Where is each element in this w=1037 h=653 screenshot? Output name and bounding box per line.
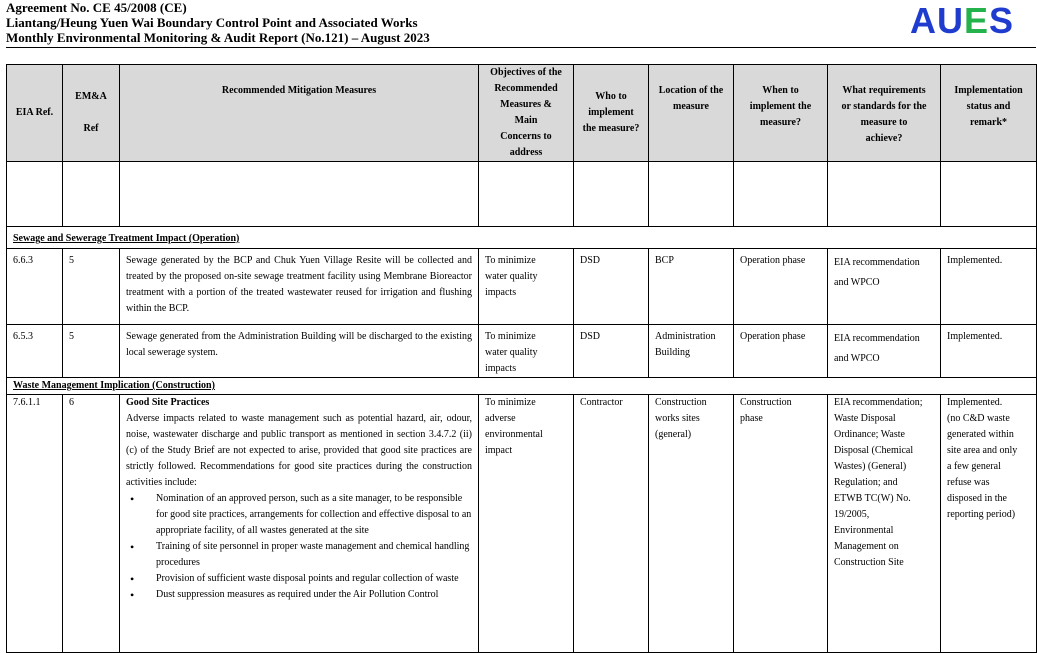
table-row <box>7 249 1037 325</box>
logo-letter: U <box>936 0 964 41</box>
good-site-practices-text: Adverse impacts related to waste management such as potential hazard, air, odour, noise, wastewater discharge and public transport as mentioned in section 3.4.7.2 (ii)(c) of the Study Brief are not expected to arise, provided that good site practices are strictly followed. Recommendations for good site practices during the construction activities include: <box>126 413 472 488</box>
cell-measures <box>120 395 479 653</box>
cell-requirements: EIA recommendation and WPCO <box>828 325 941 378</box>
cell-ema-ref: 5 <box>63 249 120 325</box>
header-measures: Recommended Mitigation Measures <box>120 65 479 162</box>
header-divider <box>6 47 1036 48</box>
cell-who: DSD <box>574 249 649 325</box>
logo-letter: A <box>909 0 937 41</box>
header-eia-ref: EIA Ref. <box>7 65 63 162</box>
cell-when: Operation phase <box>734 325 828 378</box>
cell-status: Implemented. (no C&D waste generated within site area and only a few general refuse was disposed in the reporting period) <box>941 395 1037 653</box>
report-header <box>6 0 1036 47</box>
cell-location: Administration Building <box>649 325 734 378</box>
cell-requirements: EIA recommendation; Waste Disposal Ordinance; Waste Disposal (Chemical Wastes) (General) Regulation; and ETWB TC(W) No. 19/2005, Environmental Management on Construction Site <box>828 395 941 653</box>
section-title-sewage: Sewage and Sewerage Treatment Impact (Operation) <box>7 227 1037 249</box>
report-title: Monthly Environmental Monitoring & Audit Report (No.121) – August 2023 <box>6 30 430 45</box>
cell-objectives: To minimize water quality impacts <box>479 325 574 378</box>
header-objectives: Objectives of the Recommended Measures & Main Concerns to address <box>479 65 574 162</box>
cell-objectives: To minimize adverse environmental impact <box>479 395 574 653</box>
section-row <box>7 378 1037 395</box>
cell-eia-ref: 7.6.1.1 <box>7 395 63 653</box>
cell-requirements: EIA recommendation and WPCO <box>828 249 941 325</box>
agreement-number: Agreement No. CE 45/2008 (CE) <box>6 0 187 15</box>
table-row <box>7 325 1037 378</box>
aues-logo <box>910 2 1014 40</box>
cell-eia-ref: 6.6.3 <box>7 249 63 325</box>
cell-when: Operation phase <box>734 249 828 325</box>
bullet-item: • Provision of sufficient waste disposal points and regular collection of waste <box>126 571 472 587</box>
header-location: Location of the measure <box>649 65 734 162</box>
good-site-practices-title: Good Site Practices <box>126 397 210 408</box>
cell-when: Construction phase <box>734 395 828 653</box>
table-row <box>7 395 1037 653</box>
cell-measures: Sewage generated from the Administration Building will be discharged to the existing local sewerage system. <box>120 325 479 378</box>
cell-ema-ref: 5 <box>63 325 120 378</box>
cell-objectives: To minimize water quality impacts <box>479 249 574 325</box>
cell-status: Implemented. <box>941 249 1037 325</box>
section-row <box>7 227 1037 249</box>
cell-eia-ref: 6.5.3 <box>7 325 63 378</box>
project-title: Liantang/Heung Yuen Wai Boundary Control Point and Associated Works <box>6 15 418 30</box>
bullet-item: • Dust suppression measures as required under the Air Pollution Control <box>126 587 472 603</box>
cell-location: Construction works sites (general) <box>649 395 734 653</box>
header-who: Who to implement the measure? <box>574 65 649 162</box>
cell-who: DSD <box>574 325 649 378</box>
header-requirements: What requirements or standards for the measure to achieve? <box>828 65 941 162</box>
cell-measures: Sewage generated by the BCP and Chuk Yuen Village Resite will be collected and treated by the proposed on-site sewage treatment facility using Membrane Bioreactor treatment with a portion of the treated wastewater reused for irrigation and flushing within the BCP. <box>120 249 479 325</box>
cell-who: Contractor <box>574 395 649 653</box>
empty-row <box>7 162 1037 227</box>
cell-location: BCP <box>649 249 734 325</box>
mitigation-measures-table <box>6 64 1037 653</box>
header-when: When to implement the measure? <box>734 65 828 162</box>
bullet-item: • Training of site personnel in proper waste management and chemical handling procedures <box>126 539 472 571</box>
bullet-item: • Nomination of an approved person, such as a site manager, to be responsible for good site practices, arrangements for collection and effective disposal to an appropriate facility, of all wastes generated at the site <box>126 491 472 539</box>
header-status: Implementation status and remark* <box>941 65 1037 162</box>
cell-status: Implemented. <box>941 325 1037 378</box>
header-ema-ref: EM&A Ref <box>63 65 120 162</box>
logo-letter: E <box>963 0 989 41</box>
cell-ema-ref: 6 <box>63 395 120 653</box>
logo-letter: S <box>988 0 1014 41</box>
section-title-waste: Waste Management Implication (Construction) <box>7 378 1037 395</box>
